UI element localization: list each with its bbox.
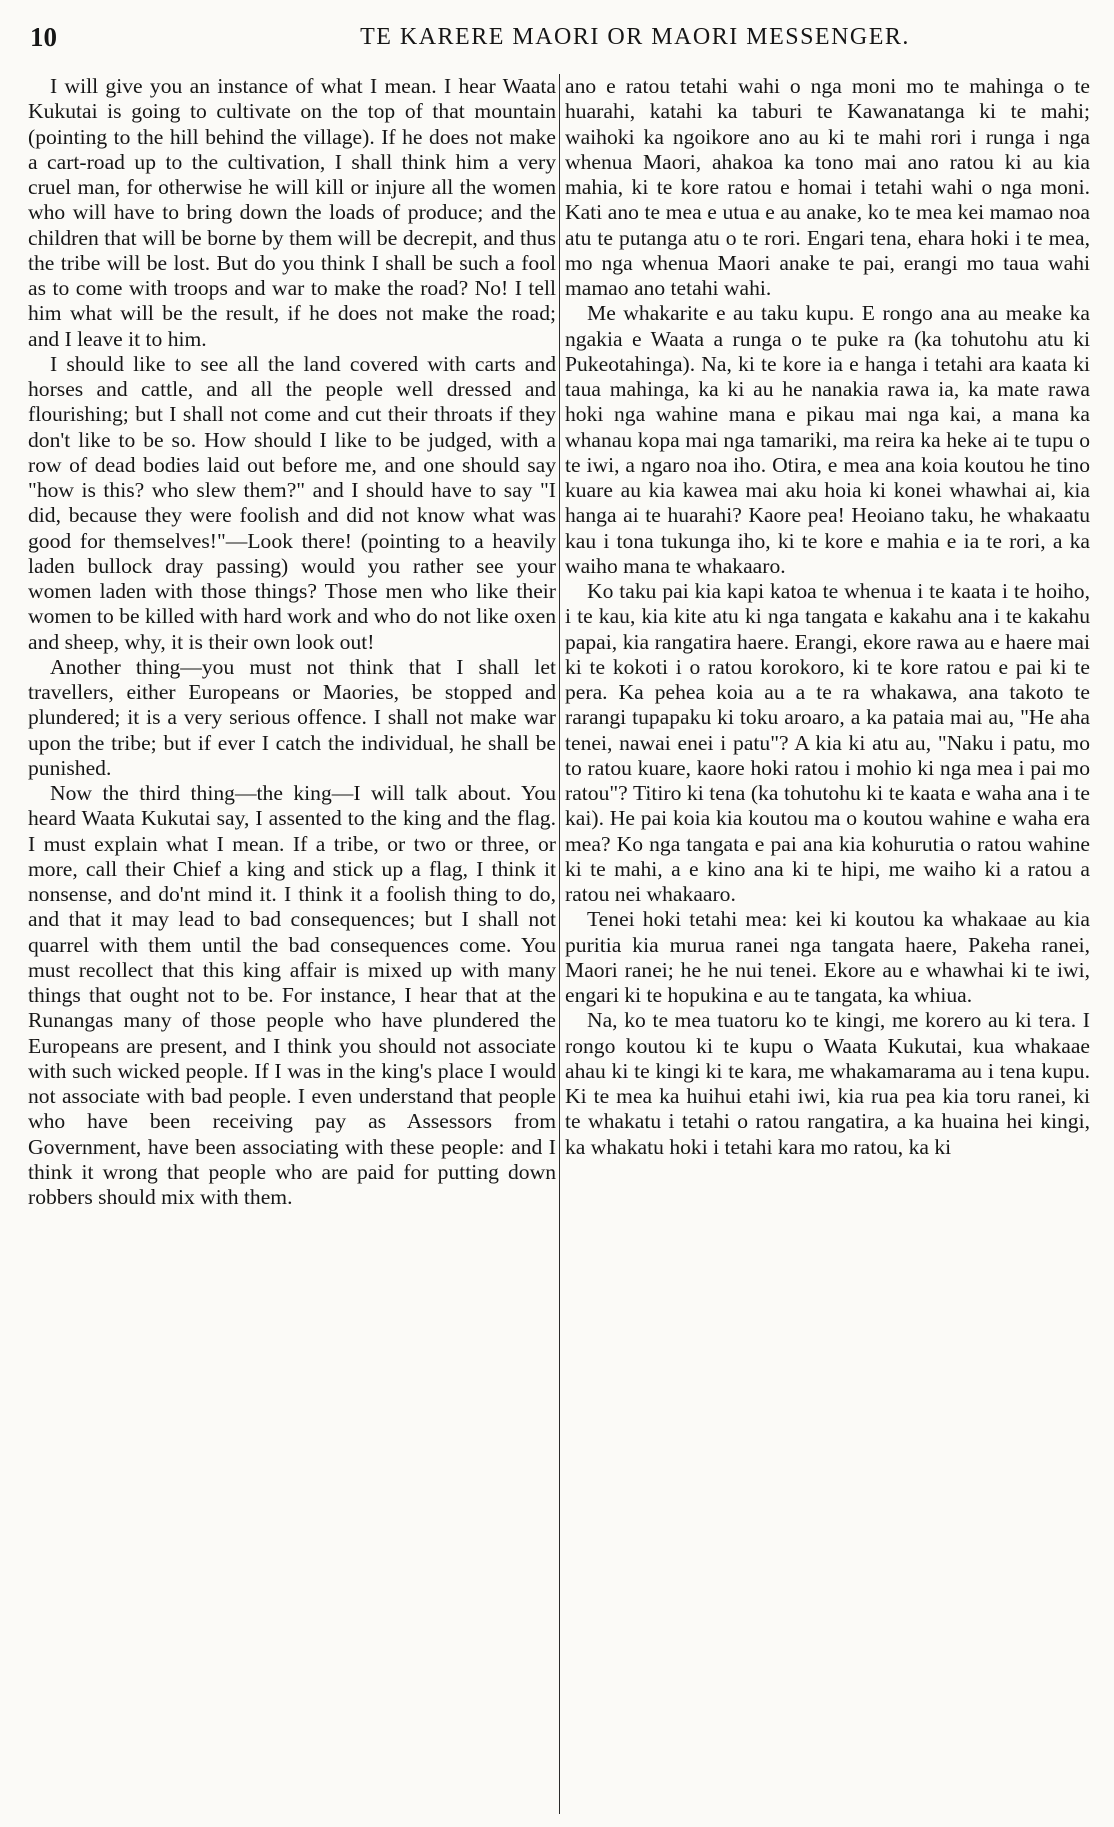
maori-column bbox=[565, 74, 1090, 1814]
column-divider bbox=[559, 74, 560, 1814]
maori-paragraph-2: Me whakarite e au taku kupu. E rongo ana au meake ka ngakia e Waata a runga o te puke ra (ka tohutohu atu ki Pukeotahinga). Na, ki te kore ia e hanga i tetahi ara kaata ki taua mahinga, ka ki au he nanakia rawa ia, ka mate rawa hoki nga wahine mana e pikau mai nga kai, a mana ka whanau kopa mai nga tamariki, ma reira ka heke ai te tupu o te iwi, a ngaro noa iho. Otira, e mea ana koia koutou he tino kuare au kia kawea mai aku hoia ki konei whawhai ai, kia hanga ai te huarahi? Kaore pea! Heoiano taku, he whakaatu kau i tona tukunga iho, ki te kore e mahia e ia te rori, a ka waiho mana te whakaaro. bbox=[565, 301, 1090, 578]
maori-paragraph-1: ano e ratou tetahi wahi o nga moni mo te mahinga o te huarahi, katahi ka taburi te Kawanatanga ki te mahi; waihoki ka ngoikore ano au ki te mahi rori i runga i nga whenua Maori, ahakoa ka tono mai ano ratou ki au kia mahia, ki te kore ratou e homai i tetahi wahi o nga moni. Kati ano te mea e utua e au anake, ko te mea kei mamao noa atu te putanga atu o te rori. Engari tena, ehara hoki i te mea, mo nga whenua Maori anake te pai, erangi mo taua wahi mamao ano tetahi wahi. bbox=[565, 74, 1090, 300]
english-paragraph-2: I should like to see all the land covered with carts and horses and cattle, and all the people well dressed and flourishing; but I shall not come and cut their throats if they don't like to be so. How should I like to be judged, with a row of dead bodies laid out before me, and one should say "how is this? who slew them?" and I should have to say "I did, because they were foolish and did not know what was good for themselves!"—Look there! (pointing to a heavily laden bullock dray passing) would you rather see your women laden with those things? Those men who like their women to be killed with hard work and who do not like oxen and sheep, why, it is their own look out! bbox=[28, 351, 556, 654]
maori-paragraph-5: Na, ko te mea tuatoru ko te kingi, me korero au ki tera. I rongo koutou ki te kupu o Waata Kukutai, kua whakaae ahau ki te kingi ki te kara, me whakamarama au i tena kupu. Ki te mea ka huihui etahi iwi, kia rua pea kia toru ranei, ki te whakatu i tetahi o ratou rangatira, a ka huaina hei kingi, ka whakatu hoki i tetahi kara mo ratou, ka ki bbox=[565, 1008, 1090, 1159]
running-title: TE KARERE MAORI OR MAORI MESSENGER. bbox=[360, 24, 910, 50]
english-paragraph-3: Another thing—you must not think that I shall let travellers, either Europeans or Maories, be stopped and plundered; it is a very serious offence. I shall not make war upon the tribe; but if ever I catch the individual, he shall be punished. bbox=[28, 654, 556, 780]
page-header bbox=[30, 18, 1090, 54]
page-number: 10 bbox=[30, 22, 57, 52]
english-paragraph-4: Now the third thing—the king—I will talk about. You heard Waata Kukutai say, I assented to the king and the flag. I must explain what I mean. If a tribe, or two or three, or more, call their Chief a king and stick up a flag, I think it nonsense, and do'nt mind it. I think it a foolish thing to do, and that it may lead to bad consequences; but I shall not quarrel with them until the bad consequences come. You must recollect that this king affair is mixed up with many things that ought not to be. For instance, I hear that at the Runangas many of those people who have plundered the Europeans are present, and I think you should not associate with such wicked people. If I was in the king's place I would not associate with bad people. I even understand that people who have been receiving pay as Assessors from Government, have been associating with these people: and I think it wrong that people who are paid for putting down robbers should mix with them. bbox=[28, 781, 556, 1209]
english-paragraph-1: I will give you an instance of what I mean. I hear Waata Kukutai is going to cultivate on the top of that mountain (pointing to the hill behind the village). If he does not make a cart-road up to the cultivation, I shall think him a very cruel man, for otherwise he will kill or injure all the women who will have to bring down the loads of produce; and the children that will be borne by them will be decrepit, and thus the tribe will be lost. But do you think I shall be such a fool as to come with troops and war to make the road? No! I tell him what will be the result, if he does not make the road; and I leave it to him. bbox=[28, 74, 556, 351]
maori-paragraph-3: Ko taku pai kia kapi katoa te whenua i te kaata i te hoiho, i te kau, kia kite atu ki nga tangata e kakahu ana i te kakahu papai, kia rangatira haere. Erangi, ekore rawa au e haere mai ki te kokoti i o ratou korokoro, ki te kore ratou e pai ki te pera. Ka pehea koia au a te ra whakawa, ana takoto te rarangi tupapaku ki toku aroaro, a ka pataia mai au, "He aha tenei, nawai enei i patu"? A kia ki atu au, "Naku i patu, mo to ratou kuare, kaore hoki ratou i mohio ki nga mea i pai mo ratou"? Titiro ki tena (ka tohutohu ki te kaata e waha ana i te kai). He pai koia kia koutou ma o koutou wahine e waha era mea? Ko nga tangata e pai ana kia kohurutia o ratou wahine ki te mahi, a e kino ana ki te hipi, me waiho ki a ratou a ratou nei whakaaro. bbox=[565, 579, 1090, 906]
maori-paragraph-4: Tenei hoki tetahi mea: kei ki koutou ka whakaae au kia puritia kia murua ranei nga tangata haere, Pakeha ranei, Maori ranei; he he nui tenei. Ekore au e whawhai ki te iwi, engari ki te hopukina e au te tangata, ka whiua. bbox=[565, 907, 1090, 1007]
english-column bbox=[28, 74, 556, 1814]
